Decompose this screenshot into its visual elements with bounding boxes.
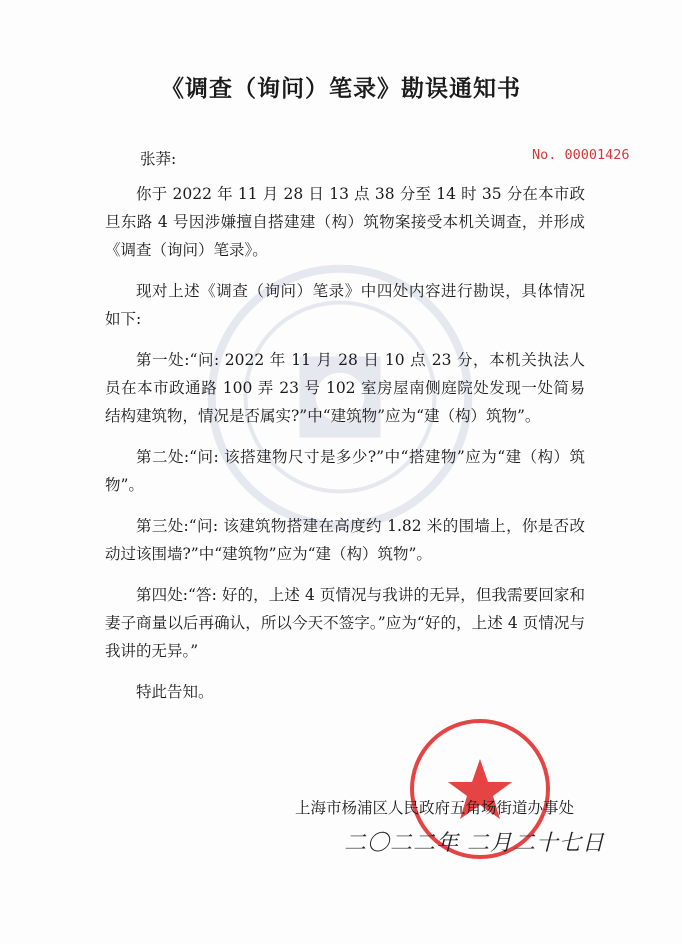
paragraph-intro: 你于 2022 年 11 月 28 日 13 点 38 分至 14 时 35 分在本市政旦东路 4 号因涉嫌擅自搭建建（构）筑物案接受本机关调查，并形成《调查（询问）笔录》。 xyxy=(105,185,585,259)
addressee: 张莽: xyxy=(140,150,177,168)
signature-organization: 上海市杨浦区人民政府五角场街道办事处 xyxy=(295,799,575,817)
paragraph-correction-1: 第一处:“问: 2022 年 11 月 28 日 10 点 23 分，本机关执法人员在本市政通路 100 弄 23 号 102 室房屋南侧庭院处发现一处简易结构建筑物，情况是否属实?”中“建筑物”应为“建（构）筑物”。 xyxy=(105,351,585,425)
paragraph-correction-2: 第二处:“问: 该搭建物尺寸是多少?”中“搭建物”应为“建（构）筑物”。 xyxy=(105,448,585,494)
paragraph-correction-3: 第三处:“问: 该建筑物搭建在高度约 1.82 米的围墙上，你是否改动过该围墙?”中“建筑物”应为“建（构）筑物”。 xyxy=(105,517,585,563)
signature-date: 二〇二二年 二月二十七日 xyxy=(344,831,605,856)
serial-number: No. 00001426 xyxy=(532,147,630,163)
paragraph-correction-4: 第四处:“答: 好的，上述 4 页情况与我讲的无异，但我需要回家和妻子商量以后再确认，所以今天不签字。”应为“好的，上述 4 页情况与我讲的无异。” xyxy=(105,586,585,660)
document-body xyxy=(105,180,585,719)
document-title: 《调查（询问）笔录》勘误通知书 xyxy=(161,76,521,102)
paragraph-summary: 现对上述《调查（询问）笔录》中四处内容进行勘误，具体情况如下: xyxy=(105,282,585,328)
paragraph-closing: 特此告知。 xyxy=(136,683,214,701)
